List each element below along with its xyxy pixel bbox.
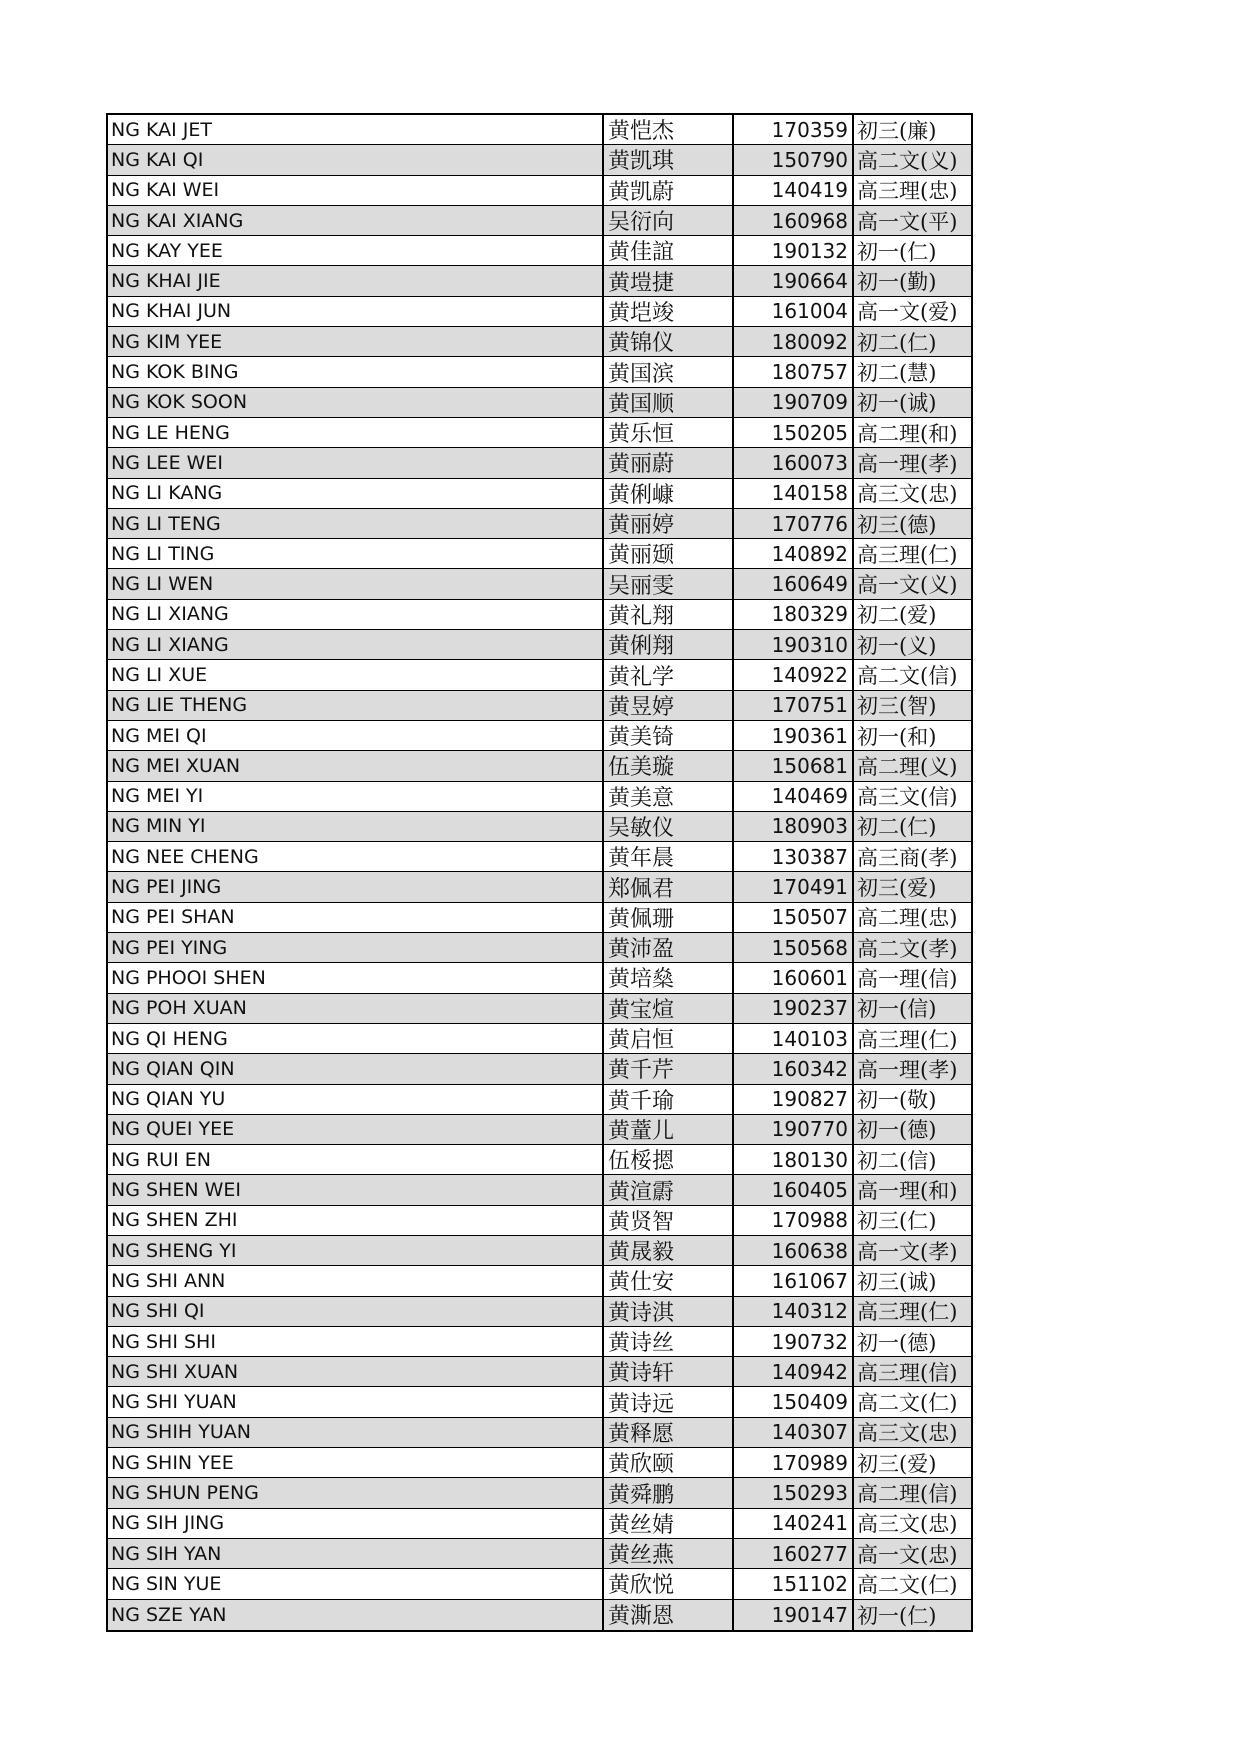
student-name-cell: NG KAY YEE xyxy=(108,236,604,265)
student-id-cell: 140241 xyxy=(734,1509,854,1538)
student-name-cell: NG KIM YEE xyxy=(108,327,604,356)
student-name-cell: NG MIN YI xyxy=(108,812,604,841)
table-row xyxy=(108,1085,971,1115)
class-cell: 高一理(孝) xyxy=(857,451,958,476)
chinese-name-cell: 吴衍向 xyxy=(604,206,734,235)
student-name-cell: NG SIN YUE xyxy=(108,1569,604,1598)
chinese-name-cell: 黄渲霨 xyxy=(604,1175,734,1204)
table-row xyxy=(108,751,971,781)
student-name-cell: NG KAI QI xyxy=(108,145,604,174)
chinese-name-cell: 黄诗淇 xyxy=(604,1297,734,1326)
class-cell: 初二(爱) xyxy=(857,603,937,628)
class-cell: 初一(和) xyxy=(857,724,937,749)
table-row xyxy=(108,206,971,236)
chinese-name-cell: 黄晟毅 xyxy=(604,1236,734,1265)
class-cell: 高一理(信) xyxy=(857,966,958,991)
student-id-cell: 140942 xyxy=(734,1357,854,1386)
class-cell: 高一文(孝) xyxy=(857,1239,958,1264)
student-id-cell: 150409 xyxy=(734,1387,854,1416)
table-row xyxy=(108,1387,971,1417)
table-row xyxy=(108,448,971,478)
student-name-cell: NG LEE WEI xyxy=(108,448,604,477)
student-name-cell: NG PHOOI SHEN xyxy=(108,963,604,992)
chinese-name-cell: 吴敏仪 xyxy=(604,812,734,841)
table-row xyxy=(108,812,971,842)
student-id-cell: 150681 xyxy=(734,751,854,780)
student-id-cell: 160405 xyxy=(734,1175,854,1204)
student-id-cell: 140469 xyxy=(734,782,854,811)
student-name-cell: NG LI TING xyxy=(108,539,604,568)
chinese-name-cell: 黄丽颋 xyxy=(604,539,734,568)
class-cell: 高二理(义) xyxy=(857,754,958,779)
student-id-cell: 180329 xyxy=(734,600,854,629)
chinese-name-cell: 黄澌恩 xyxy=(604,1600,734,1630)
student-name-cell: NG QIAN QIN xyxy=(108,1054,604,1083)
class-cell: 高二文(仁) xyxy=(857,1572,958,1597)
student-id-cell: 140922 xyxy=(734,660,854,689)
chinese-name-cell: 黄丽婷 xyxy=(604,509,734,538)
table-row xyxy=(108,1448,971,1478)
student-name-cell: NG SHIN YEE xyxy=(108,1448,604,1477)
class-cell: 高三文(忠) xyxy=(857,482,958,507)
class-cell: 初一(诚) xyxy=(857,391,937,416)
chinese-name-cell: 黄舜鹏 xyxy=(604,1478,734,1507)
student-name-cell: NG QIAN YU xyxy=(108,1085,604,1114)
student-name-cell: NG NEE CHENG xyxy=(108,842,604,871)
student-id-cell: 150293 xyxy=(734,1478,854,1507)
chinese-name-cell: 黄国顺 xyxy=(604,388,734,417)
student-id-cell: 160968 xyxy=(734,206,854,235)
chinese-name-cell: 黄锦仪 xyxy=(604,327,734,356)
student-id-cell: 160277 xyxy=(734,1539,854,1568)
class-cell: 初二(信) xyxy=(857,1148,937,1173)
chinese-name-cell: 黄美意 xyxy=(604,782,734,811)
student-name-cell: NG PEI YING xyxy=(108,933,604,962)
student-name-cell: NG MEI YI xyxy=(108,782,604,811)
student-id-cell: 140103 xyxy=(734,1024,854,1053)
chinese-name-cell: 黄乐恒 xyxy=(604,418,734,447)
chinese-name-cell: 黄千芹 xyxy=(604,1054,734,1083)
table-row xyxy=(108,994,971,1024)
student-id-cell: 180903 xyxy=(734,812,854,841)
chinese-name-cell: 黄礼翔 xyxy=(604,600,734,629)
student-id-cell: 150205 xyxy=(734,418,854,447)
class-cell: 高二文(孝) xyxy=(857,936,958,961)
student-id-cell: 140419 xyxy=(734,176,854,205)
chinese-name-cell: 黄贤智 xyxy=(604,1206,734,1235)
student-name-cell: NG KHAI JUN xyxy=(108,297,604,326)
student-id-cell: 190237 xyxy=(734,994,854,1023)
chinese-name-cell: 黄释愿 xyxy=(604,1418,734,1447)
student-id-cell: 170988 xyxy=(734,1206,854,1235)
class-cell: 高三商(孝) xyxy=(857,845,958,870)
student-name-cell: NG RUI EN xyxy=(108,1145,604,1174)
student-name-cell: NG KOK BING xyxy=(108,357,604,386)
student-id-cell: 130387 xyxy=(734,842,854,871)
class-cell: 初二(慧) xyxy=(857,361,937,386)
chinese-name-cell: 郑佩君 xyxy=(604,872,734,901)
class-cell: 初三(诚) xyxy=(857,1269,937,1294)
class-cell: 高二文(义) xyxy=(857,148,958,173)
class-cell: 初三(廉) xyxy=(857,118,937,143)
chinese-name-cell: 黄宝煊 xyxy=(604,994,734,1023)
table-row xyxy=(108,266,971,296)
class-cell: 高一文(忠) xyxy=(857,1542,958,1567)
chinese-name-cell: 黄欣悦 xyxy=(604,1569,734,1598)
class-cell: 初一(勤) xyxy=(857,270,937,295)
class-cell: 高一理(和) xyxy=(857,1179,958,1204)
student-name-cell: NG MEI QI xyxy=(108,721,604,750)
student-id-cell: 190770 xyxy=(734,1115,854,1144)
chinese-name-cell: 黄丝婧 xyxy=(604,1509,734,1538)
student-name-cell: NG SHUN PENG xyxy=(108,1478,604,1507)
class-cell: 初三(智) xyxy=(857,694,937,719)
table-row xyxy=(108,1357,971,1387)
student-id-cell: 190310 xyxy=(734,630,854,659)
table-row xyxy=(108,903,971,933)
student-name-cell: NG SHIH YUAN xyxy=(108,1418,604,1447)
student-name-cell: NG SHI SHI xyxy=(108,1327,604,1356)
table-row xyxy=(108,115,971,145)
student-name-cell: NG LI XIANG xyxy=(108,600,604,629)
table-row xyxy=(108,872,971,902)
student-id-cell: 190147 xyxy=(734,1600,854,1630)
class-cell: 初三(爱) xyxy=(857,1451,937,1476)
student-id-cell: 140158 xyxy=(734,479,854,508)
student-name-cell: NG MEI XUAN xyxy=(108,751,604,780)
table-row xyxy=(108,1175,971,1205)
table-row xyxy=(108,1418,971,1448)
student-id-cell: 161067 xyxy=(734,1266,854,1295)
class-cell: 高一理(孝) xyxy=(857,1057,958,1082)
student-name-cell: NG KAI JET xyxy=(108,115,604,144)
student-id-cell: 140312 xyxy=(734,1297,854,1326)
table-row xyxy=(108,539,971,569)
class-cell: 初三(爱) xyxy=(857,876,937,901)
student-id-cell: 190709 xyxy=(734,388,854,417)
student-id-cell: 160073 xyxy=(734,448,854,477)
class-cell: 高二理(和) xyxy=(857,421,958,446)
class-cell: 高三理(仁) xyxy=(857,1300,958,1325)
table-row xyxy=(108,630,971,660)
class-cell: 高三文(忠) xyxy=(857,1512,958,1537)
class-cell: 高三文(忠) xyxy=(857,1421,958,1446)
table-row xyxy=(108,1478,971,1508)
table-row xyxy=(108,479,971,509)
table-row xyxy=(108,1145,971,1175)
student-name-cell: NG SHI QI xyxy=(108,1297,604,1326)
class-cell: 高三理(信) xyxy=(857,1360,958,1385)
table-row xyxy=(108,1236,971,1266)
table-row xyxy=(108,1509,971,1539)
chinese-name-cell: 黄诗远 xyxy=(604,1387,734,1416)
student-name-cell: NG LI XUE xyxy=(108,660,604,689)
table-row xyxy=(108,933,971,963)
student-id-cell: 190732 xyxy=(734,1327,854,1356)
student-id-cell: 160638 xyxy=(734,1236,854,1265)
student-id-cell: 150568 xyxy=(734,933,854,962)
table-row xyxy=(108,842,971,872)
student-id-cell: 180092 xyxy=(734,327,854,356)
student-id-cell: 180757 xyxy=(734,357,854,386)
table-row xyxy=(108,1024,971,1054)
student-name-cell: NG SHEN ZHI xyxy=(108,1206,604,1235)
student-name-cell: NG SIH JING xyxy=(108,1509,604,1538)
student-name-cell: NG POH XUAN xyxy=(108,994,604,1023)
student-id-cell: 180130 xyxy=(734,1145,854,1174)
chinese-name-cell: 伍桵摁 xyxy=(604,1145,734,1174)
class-cell: 初一(义) xyxy=(857,633,937,658)
table-row xyxy=(108,660,971,690)
class-cell: 高三理(仁) xyxy=(857,542,958,567)
table-row xyxy=(108,1115,971,1145)
class-cell: 初一(仁) xyxy=(857,1603,937,1628)
student-name-cell: NG LE HENG xyxy=(108,418,604,447)
chinese-name-cell: 黄俐嵻 xyxy=(604,479,734,508)
chinese-name-cell: 黄凯琪 xyxy=(604,145,734,174)
chinese-name-cell: 黄佩珊 xyxy=(604,903,734,932)
student-id-cell: 170751 xyxy=(734,691,854,720)
chinese-name-cell: 黄培燊 xyxy=(604,963,734,992)
student-name-cell: NG SZE YAN xyxy=(108,1600,604,1630)
student-name-cell: NG SHI YUAN xyxy=(108,1387,604,1416)
class-cell: 高二理(忠) xyxy=(857,906,958,931)
class-cell: 高二理(信) xyxy=(857,1482,958,1507)
class-cell: 高二文(信) xyxy=(857,664,958,688)
student-name-cell: NG QUEI YEE xyxy=(108,1115,604,1144)
student-name-cell: NG KAI WEI xyxy=(108,176,604,205)
student-name-cell: NG LI WEN xyxy=(108,569,604,598)
table-row xyxy=(108,1206,971,1236)
student-name-cell: NG QI HENG xyxy=(108,1024,604,1053)
student-name-cell: NG SHEN WEI xyxy=(108,1175,604,1204)
chinese-name-cell: 黄启恒 xyxy=(604,1024,734,1053)
table-row xyxy=(108,963,971,993)
class-cell: 高三文(信) xyxy=(857,785,958,810)
student-name-cell: NG KOK SOON xyxy=(108,388,604,417)
class-cell: 初一(仁) xyxy=(857,239,937,264)
table-row xyxy=(108,145,971,175)
table-row xyxy=(108,1327,971,1357)
student-name-cell: NG SIH YAN xyxy=(108,1539,604,1568)
student-name-cell: NG KHAI JIE xyxy=(108,266,604,295)
chinese-name-cell: 黄诗轩 xyxy=(604,1357,734,1386)
class-cell: 高一文(爱) xyxy=(857,300,958,325)
student-id-cell: 140892 xyxy=(734,539,854,568)
student-id-cell: 160342 xyxy=(734,1054,854,1083)
student-id-cell: 160649 xyxy=(734,569,854,598)
table-row xyxy=(108,509,971,539)
chinese-name-cell: 黄凯蔚 xyxy=(604,176,734,205)
student-name-cell: NG LIE THENG xyxy=(108,691,604,720)
student-name-cell: NG PEI SHAN xyxy=(108,903,604,932)
chinese-name-cell: 黄沛盈 xyxy=(604,933,734,962)
student-id-cell: 161004 xyxy=(734,297,854,326)
table-row xyxy=(108,418,971,448)
class-cell: 高二文(仁) xyxy=(857,1391,958,1416)
chinese-name-cell: 黄垲竣 xyxy=(604,297,734,326)
student-name-cell: NG SHI ANN xyxy=(108,1266,604,1295)
chinese-name-cell: 黄年晨 xyxy=(604,842,734,871)
chinese-name-cell: 黄佳誼 xyxy=(604,236,734,265)
table-row xyxy=(108,691,971,721)
student-id-cell: 170776 xyxy=(734,509,854,538)
chinese-name-cell: 吴丽雯 xyxy=(604,569,734,598)
table-row xyxy=(108,327,971,357)
table-row xyxy=(108,1297,971,1327)
table-row xyxy=(108,357,971,387)
class-cell: 初一(敬) xyxy=(857,1088,937,1113)
student-id-cell: 190827 xyxy=(734,1085,854,1114)
student-name-cell: NG LI KANG xyxy=(108,479,604,508)
table-row xyxy=(108,1266,971,1296)
student-name-cell: NG KAI XIANG xyxy=(108,206,604,235)
class-cell: 初三(仁) xyxy=(857,1209,937,1234)
class-cell: 初一(德) xyxy=(857,1330,937,1355)
student-id-cell: 190132 xyxy=(734,236,854,265)
table-row xyxy=(108,782,971,812)
student-id-cell: 140307 xyxy=(734,1418,854,1447)
chinese-name-cell: 黄丽蔚 xyxy=(604,448,734,477)
chinese-name-cell: 伍美璇 xyxy=(604,751,734,780)
chinese-name-cell: 黄诗丝 xyxy=(604,1327,734,1356)
student-id-cell: 190361 xyxy=(734,721,854,750)
student-id-cell: 170359 xyxy=(734,115,854,144)
student-id-cell: 151102 xyxy=(734,1569,854,1598)
student-id-cell: 190664 xyxy=(734,266,854,295)
student-name-cell: NG PEI JING xyxy=(108,872,604,901)
student-name-cell: NG SHENG YI xyxy=(108,1236,604,1265)
table-row xyxy=(108,721,971,751)
class-cell: 初二(仁) xyxy=(857,330,937,355)
table-row xyxy=(108,1569,971,1599)
table-row xyxy=(108,600,971,630)
chinese-name-cell: 黄昱婷 xyxy=(604,691,734,720)
class-cell: 高三理(仁) xyxy=(857,1027,958,1052)
student-id-cell: 150507 xyxy=(734,903,854,932)
student-name-cell: NG LI XIANG xyxy=(108,630,604,659)
chinese-name-cell: 黄欣颐 xyxy=(604,1448,734,1477)
chinese-name-cell: 黄蕫儿 xyxy=(604,1115,734,1144)
chinese-name-cell: 黄千瑜 xyxy=(604,1085,734,1114)
student-table xyxy=(106,113,973,1632)
student-id-cell: 170491 xyxy=(734,872,854,901)
class-cell: 初一(德) xyxy=(857,1118,937,1143)
chinese-name-cell: 黄礼学 xyxy=(604,660,734,689)
table-row xyxy=(108,1600,971,1630)
table-row xyxy=(108,297,971,327)
table-row xyxy=(108,1539,971,1569)
chinese-name-cell: 黄俐翔 xyxy=(604,630,734,659)
class-cell: 初一(信) xyxy=(857,997,937,1022)
table-row xyxy=(108,569,971,599)
chinese-name-cell: 黄仕安 xyxy=(604,1266,734,1295)
chinese-name-cell: 黄恺杰 xyxy=(604,115,734,144)
table-row xyxy=(108,388,971,418)
table-row xyxy=(108,236,971,266)
student-name-cell: NG SHI XUAN xyxy=(108,1357,604,1386)
class-cell: 高三理(忠) xyxy=(857,179,958,204)
table-row xyxy=(108,1054,971,1084)
chinese-name-cell: 黄丝燕 xyxy=(604,1539,734,1568)
student-id-cell: 170989 xyxy=(734,1448,854,1477)
student-id-cell: 160601 xyxy=(734,963,854,992)
chinese-name-cell: 黄国滨 xyxy=(604,357,734,386)
class-cell: 高一文(义) xyxy=(857,573,958,598)
chinese-name-cell: 黄美锜 xyxy=(604,721,734,750)
class-cell: 初三(德) xyxy=(857,512,937,537)
student-id-cell: 150790 xyxy=(734,145,854,174)
table-row xyxy=(108,176,971,206)
chinese-name-cell: 黄塏捷 xyxy=(604,266,734,295)
student-name-cell: NG LI TENG xyxy=(108,509,604,538)
class-cell: 初二(仁) xyxy=(857,815,937,840)
class-cell: 高一文(平) xyxy=(857,209,958,234)
